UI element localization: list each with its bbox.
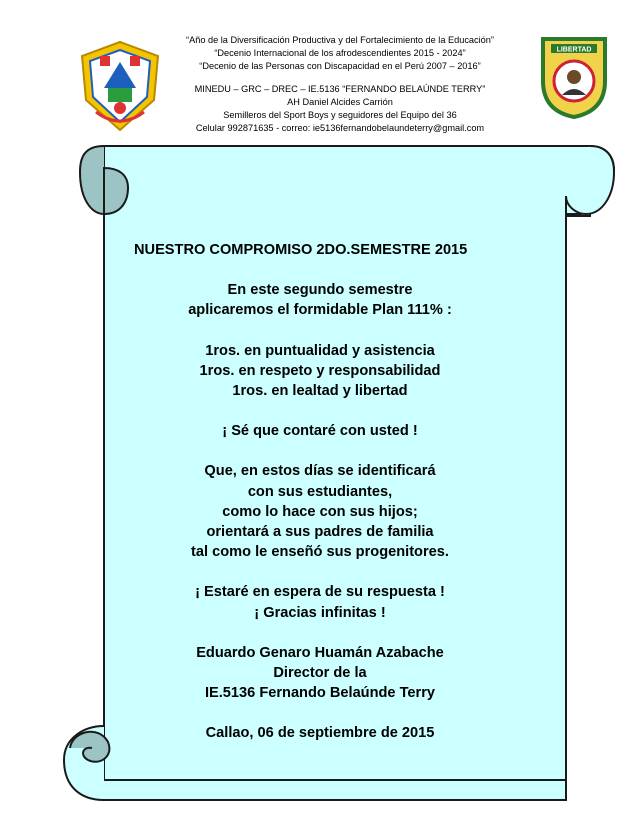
- header-line: Celular 992871635 - correo: ie5136fernandobelaundeterry@gmail.com: [195, 123, 485, 133]
- closing-line: ¡ Estaré en espera de su respuesta !: [195, 584, 445, 601]
- intro-line: aplicaremos el formidable Plan 111% :: [188, 302, 452, 319]
- body-line: como lo hace con sus hijos;: [222, 503, 418, 520]
- libertad-badge-icon: [537, 33, 611, 119]
- plan-line: 1ros. en puntualidad y asistencia: [205, 342, 435, 359]
- institution-header: [150, 34, 530, 135]
- body-line: orientará a sus padres de familia: [206, 524, 434, 541]
- header-line: “Decenio Internacional de los afrodescendientes 2015 - 2024”: [214, 48, 466, 58]
- plan-line: 1ros. en respeto y responsabilidad: [199, 362, 441, 379]
- letter-body: [108, 240, 532, 744]
- header-line: “Año de la Diversificación Productiva y del Fortalecimiento de la Educación”: [186, 35, 494, 45]
- intro-line: En este segundo semestre: [227, 282, 413, 299]
- trust-line: ¡ Sé que contaré con usted !: [222, 423, 418, 440]
- signature-line: IE.5136 Fernando Belaúnde Terry: [204, 685, 436, 702]
- signature-line: Director de la: [273, 665, 367, 682]
- letter-title: NUESTRO COMPROMISO 2DO.SEMESTRE 2015: [134, 242, 468, 258]
- body-line: Que, en estos días se identificará: [204, 463, 436, 480]
- header-line: “Decenio de las Personas con Discapacidad en el Perú 2007 – 2016”: [199, 61, 481, 71]
- signature-line: Eduardo Genaro Huamán Azabache: [196, 644, 444, 661]
- header-line: AH Daniel Alcides Carrión: [287, 97, 393, 107]
- body-line: con sus estudiantes,: [247, 483, 393, 500]
- closing-line: ¡ Gracias infinitas !: [254, 604, 386, 621]
- plan-line: 1ros. en lealtad y libertad: [232, 383, 408, 400]
- body-line: tal como le enseñó sus progenitores.: [191, 544, 449, 561]
- header-line: MINEDU – GRC – DREC – IE.5136 “FERNANDO BELAÚNDE TERRY”: [194, 84, 486, 94]
- header-line: Semilleros del Sport Boys y seguidores del Equipo del 36: [223, 110, 457, 120]
- place-date: Callao, 06 de septiembre de 2015: [205, 725, 435, 742]
- badge-word: LIBERTAD: [556, 46, 592, 54]
